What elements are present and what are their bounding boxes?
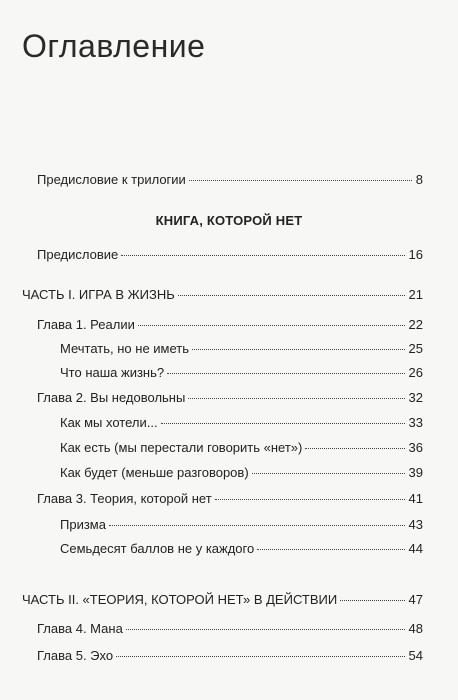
toc-entry-page: 44 xyxy=(408,541,423,556)
toc-entry-page: 41 xyxy=(408,491,423,506)
toc-entry[interactable] xyxy=(37,247,423,263)
toc-entry-page: 25 xyxy=(408,341,423,356)
dot-leader xyxy=(340,600,404,601)
toc-entry-page: 26 xyxy=(408,365,423,380)
toc-entry[interactable] xyxy=(37,172,423,188)
dot-leader xyxy=(167,373,404,374)
toc-entry-label: Что наша жизнь? xyxy=(60,365,165,380)
toc-entry-page: 21 xyxy=(408,287,423,302)
toc-entry[interactable] xyxy=(22,592,423,608)
toc-entry[interactable] xyxy=(60,517,423,533)
dot-leader xyxy=(126,629,405,630)
toc-entry-page: 39 xyxy=(408,465,423,480)
dot-leader xyxy=(178,295,405,296)
dot-leader xyxy=(215,499,405,500)
toc-entry[interactable] xyxy=(60,365,423,381)
toc-entry-label: Глава 1. Реалии xyxy=(37,317,135,332)
toc-entry[interactable] xyxy=(60,541,423,557)
dot-leader xyxy=(189,180,412,181)
dot-leader xyxy=(252,473,405,474)
toc-entry[interactable] xyxy=(22,287,423,303)
toc-entry[interactable] xyxy=(37,648,423,664)
toc-entry-page: 36 xyxy=(408,440,423,455)
toc-entry-label: Как мы хотели... xyxy=(60,415,158,430)
toc-entry-page: 8 xyxy=(415,172,423,187)
toc-entry-page: 48 xyxy=(408,621,423,636)
toc-entry-label: Предисловие xyxy=(37,247,119,262)
toc-entry-label: Призма xyxy=(60,517,106,532)
toc-entry-label: Мечтать, но не иметь xyxy=(60,341,190,356)
toc-entry-page: 32 xyxy=(408,390,423,405)
toc-entry-page: 43 xyxy=(408,517,423,532)
toc-entry-label: Глава 5. Эхо xyxy=(37,648,114,663)
dot-leader xyxy=(188,398,404,399)
toc-entry-page: 47 xyxy=(408,592,423,607)
toc-entry-page: 54 xyxy=(408,648,423,663)
dot-leader xyxy=(305,448,404,449)
toc-entry-label: Предисловие к трилогии xyxy=(37,172,186,187)
toc-entry[interactable] xyxy=(60,465,423,481)
dot-leader xyxy=(138,325,405,326)
toc-entry[interactable] xyxy=(37,491,423,507)
toc-entry-page: 22 xyxy=(408,317,423,332)
toc-entry[interactable] xyxy=(37,317,423,333)
dot-leader xyxy=(109,525,405,526)
toc-entry-label: Семьдесят баллов не у каждого xyxy=(60,541,255,556)
toc-entry-label: Как будет (меньше разговоров) xyxy=(60,465,249,480)
toc-entry-label: Как есть (мы перестали говорить «нет») xyxy=(60,440,303,455)
dot-leader xyxy=(192,349,405,350)
toc-entry-label: ЧАСТЬ II. «ТЕОРИЯ, КОТОРОЙ НЕТ» В ДЕЙСТВИИ xyxy=(22,592,338,607)
dot-leader xyxy=(121,255,404,256)
dot-leader xyxy=(257,549,404,550)
section-heading: КНИГА, КОТОРОЙ НЕТ xyxy=(155,213,303,228)
toc-entry[interactable] xyxy=(60,440,423,456)
page-title: Оглавление xyxy=(22,28,206,64)
toc-entry[interactable] xyxy=(60,415,423,431)
toc-entry[interactable] xyxy=(37,621,423,637)
toc-entry-label: Глава 4. Мана xyxy=(37,621,123,636)
toc-entry-label: ЧАСТЬ I. ИГРА В ЖИЗНЬ xyxy=(22,287,175,302)
dot-leader xyxy=(116,656,404,657)
toc-entry-page: 33 xyxy=(408,415,423,430)
toc-entry[interactable] xyxy=(37,390,423,406)
toc-entry-label: Глава 2. Вы недовольны xyxy=(37,390,186,405)
dot-leader xyxy=(161,423,405,424)
toc-entry-page: 16 xyxy=(408,247,423,262)
toc-entry[interactable] xyxy=(60,341,423,357)
toc-entry-label: Глава 3. Теория, которой нет xyxy=(37,491,212,506)
